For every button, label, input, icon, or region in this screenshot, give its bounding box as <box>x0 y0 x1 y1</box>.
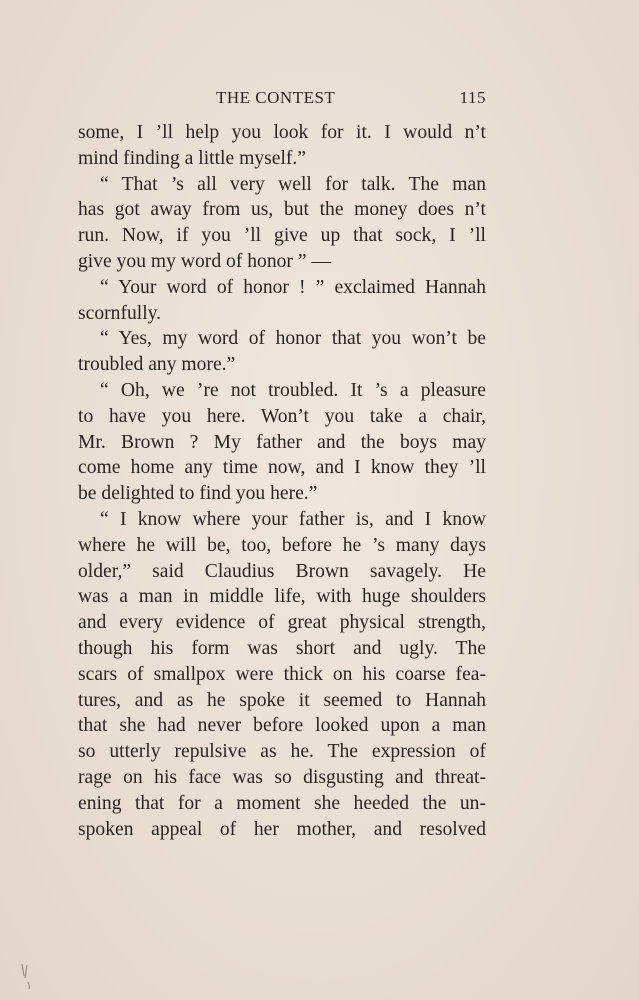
pencil-mark-icon <box>16 960 36 990</box>
text-line: that she had never before looked upon a man <box>78 715 486 737</box>
text-line: scornfully. <box>78 302 162 324</box>
text-line: rage on his face was so disgusting and threat- <box>78 766 486 788</box>
text-line: scars of smallpox were thick on his coarse fea- <box>78 663 486 685</box>
text-line: has got away from us, but the money does n’t <box>78 199 486 221</box>
text-line: run. Now, if you ’ll give up that sock, I ’ll <box>78 225 486 247</box>
text-line: “ Yes, my word of honor that you won’t be <box>100 328 486 350</box>
text-line: give you my word of honor ” — <box>78 250 332 272</box>
text-line: so utterly repulsive as he. The expression of <box>78 741 486 763</box>
text-line: tures, and as he spoke it seemed to Hannah <box>78 689 486 711</box>
text-line: where he will be, too, before he ’s many days <box>78 534 486 556</box>
text-line: come home any time now, and I know they ’ll <box>78 457 486 479</box>
text-line: to have you here. Won’t you take a chair, <box>78 405 486 427</box>
chapter-title: THE CONTEST <box>216 88 336 107</box>
text-line: ening that for a moment she heeded the un- <box>78 792 486 814</box>
body-text <box>78 120 486 842</box>
text-line: mind finding a little myself.” <box>78 147 307 169</box>
text-line: be delighted to find you here.” <box>78 483 318 505</box>
text-line: “ I know where your father is, and I know <box>100 508 486 530</box>
text-line: spoken appeal of her mother, and resolved <box>78 818 486 840</box>
running-head <box>78 88 486 112</box>
text-line: “ Oh, we ’re not troubled. It ’s a pleasure <box>100 379 486 401</box>
page-number: 115 <box>459 88 486 107</box>
text-line: though his form was short and ugly. The <box>78 637 486 659</box>
text-line: troubled any more.” <box>78 354 236 376</box>
text-line: “ Your word of honor ! ” exclaimed Hannah <box>100 276 486 298</box>
text-line: was a man in middle life, with huge shoulders <box>78 586 486 608</box>
text-line: older,” said Claudius Brown savagely. He <box>78 560 486 582</box>
text-line: and every evidence of great physical strength, <box>78 612 486 634</box>
text-line: Mr. Brown ? My father and the boys may <box>78 431 486 453</box>
text-line: some, I ’ll help you look for it. I would n’t <box>78 122 486 143</box>
text-line: “ That ’s all very well for talk. The man <box>100 173 486 195</box>
